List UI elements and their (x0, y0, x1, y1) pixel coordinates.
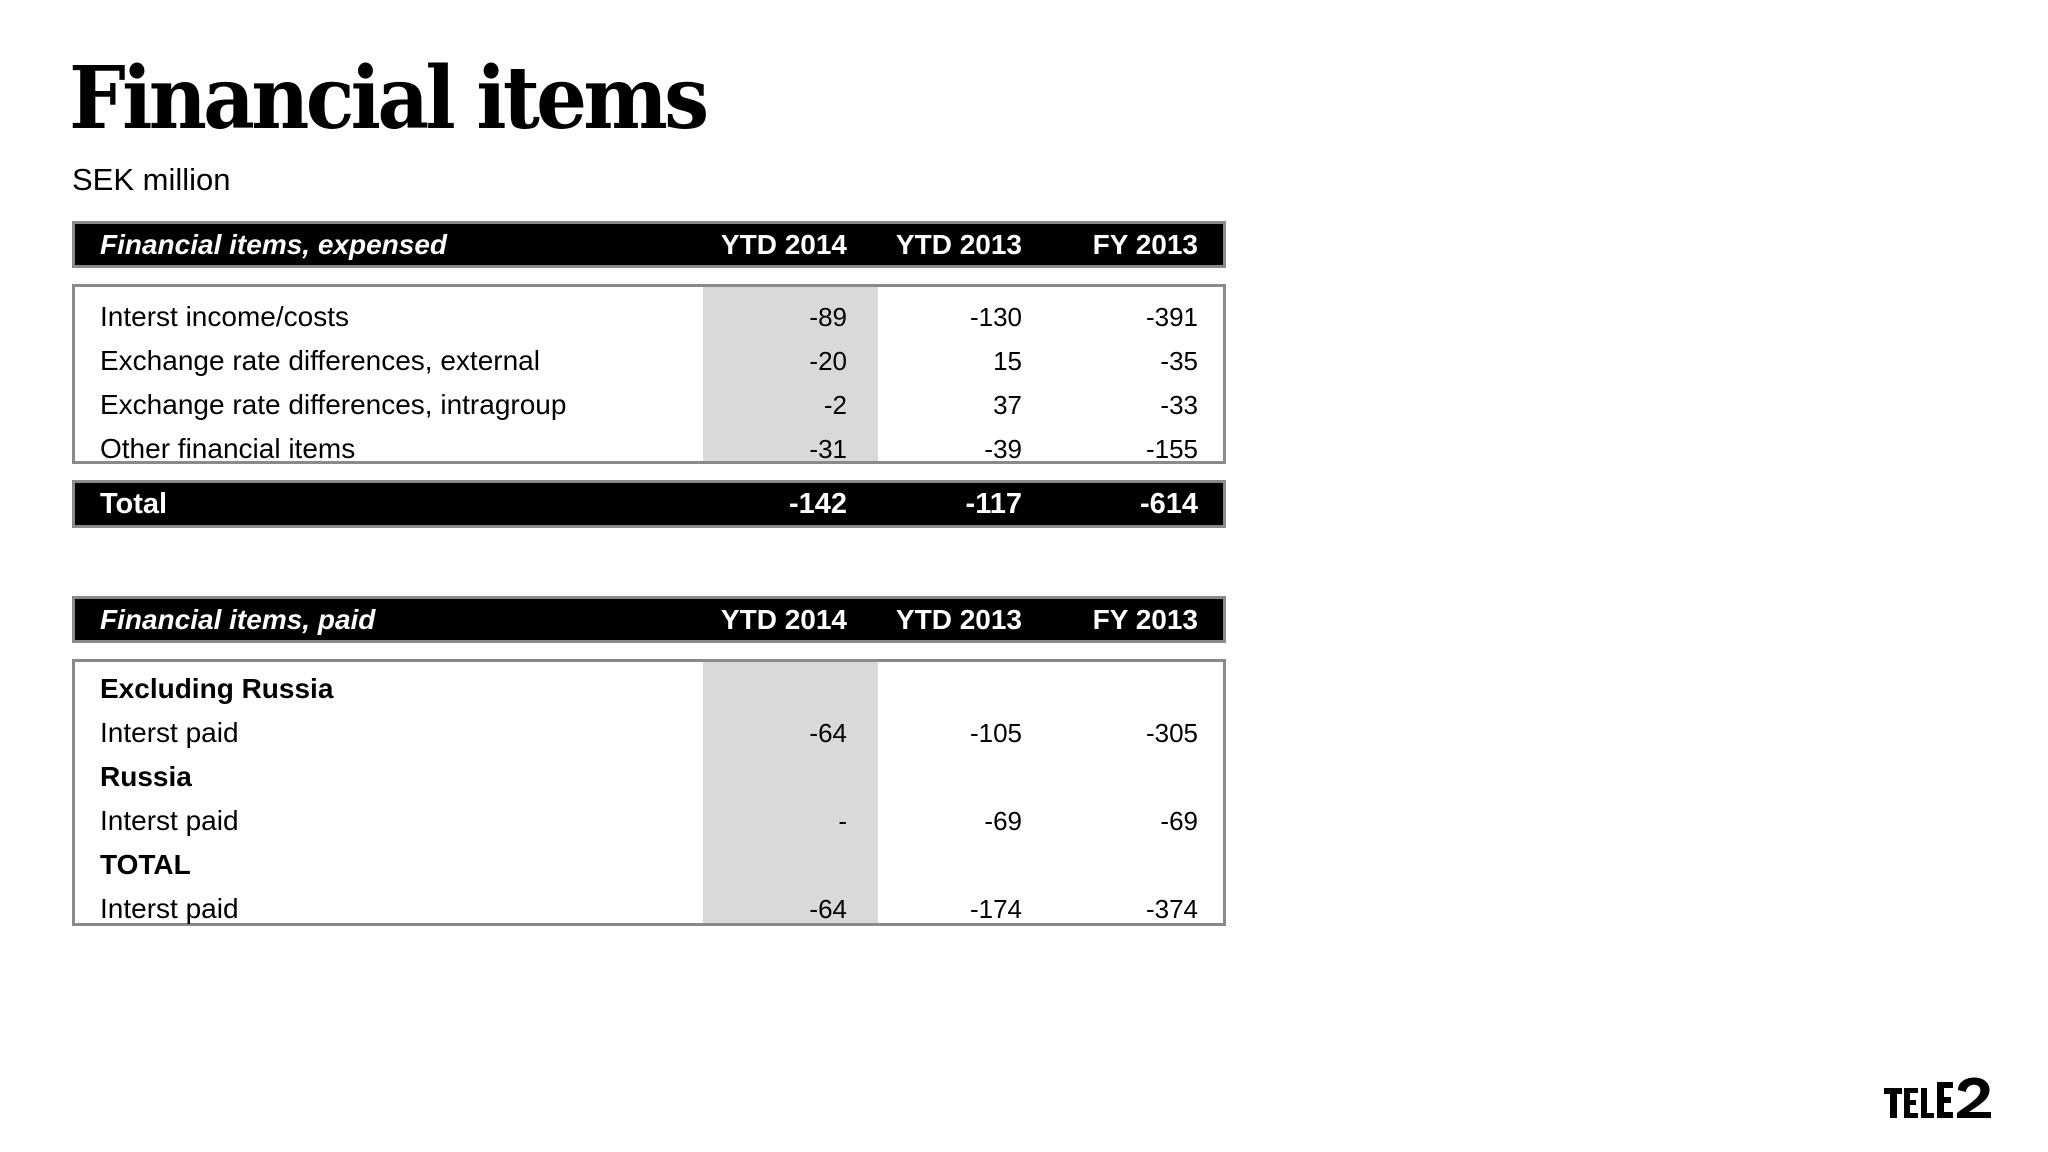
paid-header-col3: FY 2013 (1092, 603, 1198, 635)
expensed-header-label: Financial items, expensed (100, 228, 448, 260)
expensed-total-row (72, 480, 1226, 528)
section-heading-row (75, 667, 1223, 711)
paid-header-col1: YTD 2014 (720, 603, 847, 635)
table-row (75, 887, 1223, 931)
expensed-header-col1: YTD 2014 (720, 228, 847, 260)
row-label: Interst paid (100, 717, 239, 748)
paid-table-header (72, 596, 1226, 643)
tele2-logo-icon (1884, 1076, 2004, 1124)
row-value-fy2013: -305 (1145, 717, 1198, 748)
row-value-ytd2014: -31 (809, 433, 847, 464)
row-value-fy2013: -374 (1145, 893, 1198, 924)
paid-header-label: Financial items, paid (100, 603, 376, 635)
row-value-fy2013: -35 (1160, 345, 1198, 376)
unit-subtitle: SEK million (72, 162, 231, 197)
table-row (75, 383, 1223, 427)
section-label: Excluding Russia (100, 673, 334, 704)
row-value-ytd2013: -105 (969, 717, 1022, 748)
expensed-header-col2: YTD 2013 (895, 228, 1022, 260)
paid-header-col2: YTD 2013 (895, 603, 1022, 635)
row-value-ytd2013: -39 (984, 433, 1022, 464)
section-heading-row (75, 843, 1223, 887)
row-value-ytd2014: - (838, 805, 847, 836)
row-label: Exchange rate differences, external (100, 345, 540, 376)
expensed-table-header (72, 221, 1226, 268)
table-row (75, 339, 1223, 383)
total-label: Total (100, 487, 168, 520)
row-value-ytd2013: 37 (993, 389, 1022, 420)
row-value-ytd2014: -64 (809, 893, 847, 924)
section-label: TOTAL (100, 849, 191, 880)
total-value-ytd2014: -142 (788, 487, 847, 520)
row-label: Interst income/costs (100, 301, 349, 332)
row-value-ytd2014: -2 (823, 389, 847, 420)
row-value-ytd2013: -174 (969, 893, 1022, 924)
page-title: Financial items (69, 48, 706, 149)
row-value-ytd2013: -69 (984, 805, 1022, 836)
row-value-fy2013: -69 (1160, 805, 1198, 836)
expensed-table-body (72, 284, 1226, 464)
table-row (75, 427, 1223, 471)
row-label: Exchange rate differences, intragroup (100, 389, 567, 420)
row-label: Interst paid (100, 805, 239, 836)
row-value-ytd2014: -89 (809, 301, 847, 332)
row-value-fy2013: -33 (1160, 389, 1198, 420)
row-value-ytd2014: -64 (809, 717, 847, 748)
table-row (75, 711, 1223, 755)
row-value-ytd2013: -130 (969, 301, 1022, 332)
table-row (75, 295, 1223, 339)
paid-table-body (72, 659, 1226, 926)
section-heading-row (75, 755, 1223, 799)
section-label: Russia (100, 761, 192, 792)
row-value-fy2013: -391 (1145, 301, 1198, 332)
row-label: Other financial items (100, 433, 356, 464)
row-value-ytd2014: -20 (809, 345, 847, 376)
total-value-fy2013: -614 (1139, 487, 1198, 520)
expensed-header-col3: FY 2013 (1092, 228, 1198, 260)
table-row (75, 799, 1223, 843)
row-label: Interst paid (100, 893, 239, 924)
row-value-ytd2013: 15 (993, 345, 1022, 376)
row-value-fy2013: -155 (1145, 433, 1198, 464)
total-value-ytd2013: -117 (965, 487, 1022, 520)
